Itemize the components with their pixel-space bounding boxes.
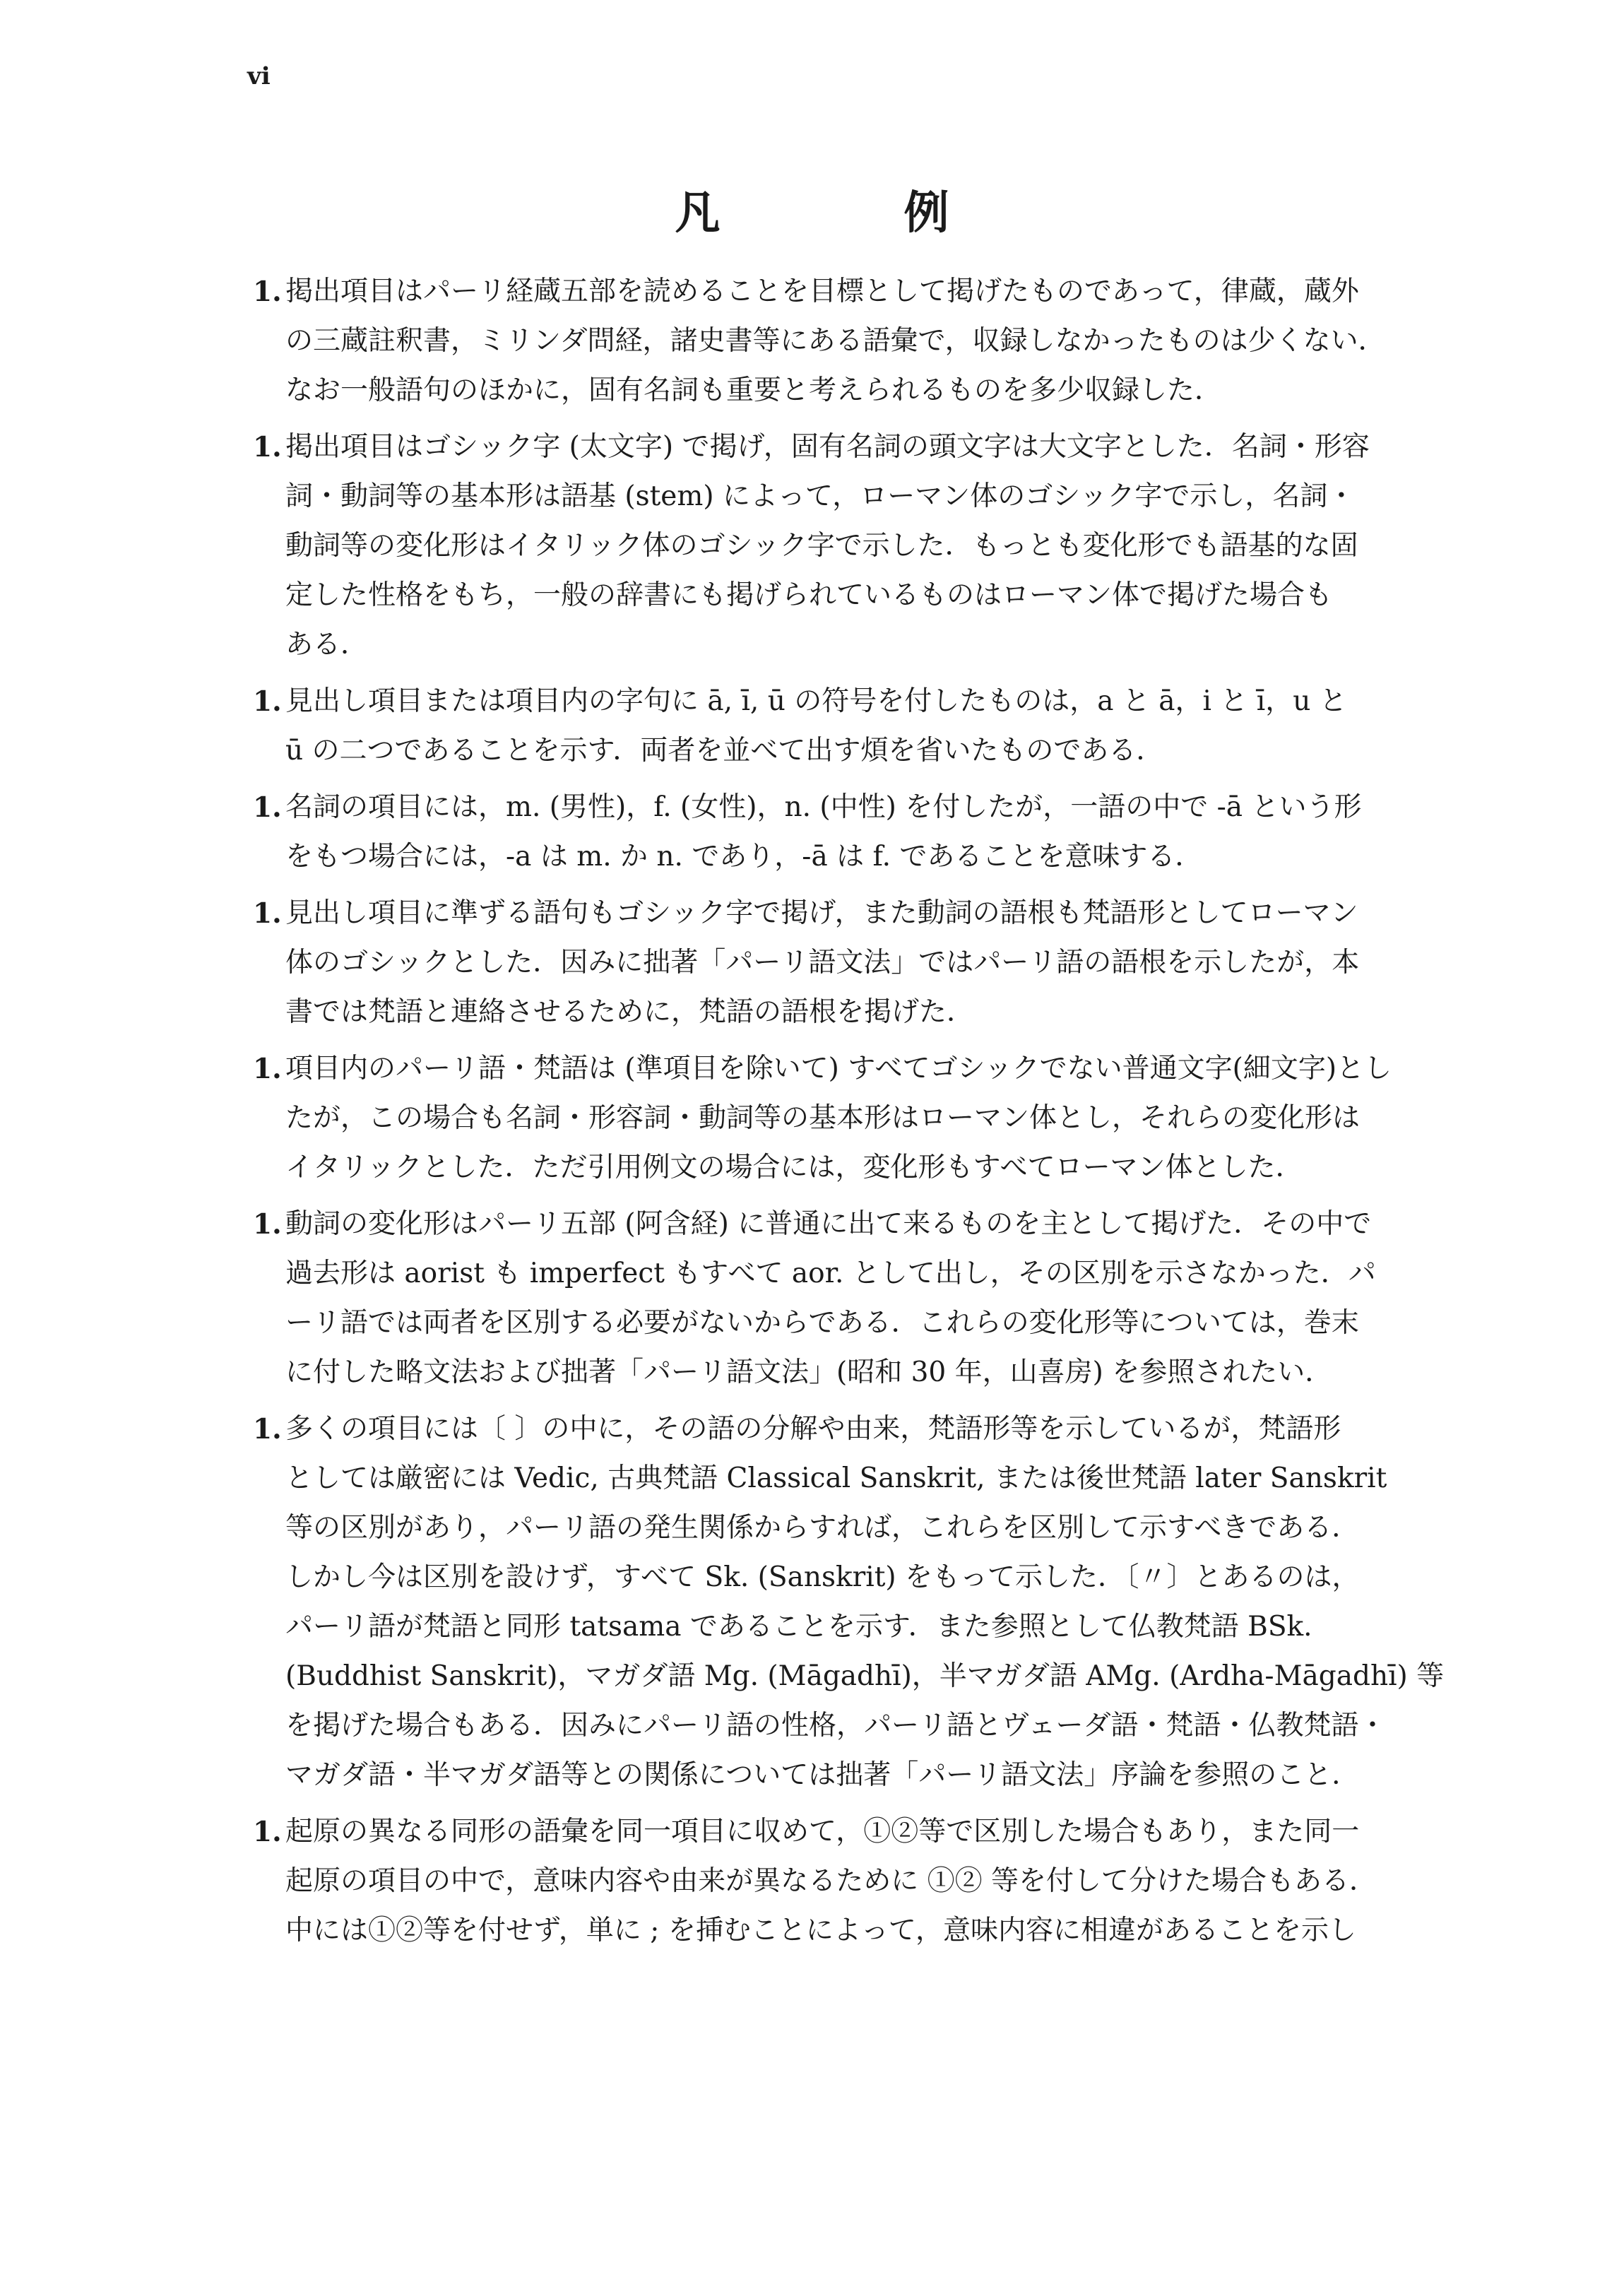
usage-notes-list xyxy=(253,267,1490,1963)
list-item xyxy=(253,1405,1490,1800)
page-title xyxy=(0,177,1624,242)
list-item xyxy=(253,1044,1490,1193)
item-text: 多くの項目には〔 〕の中に，その語の分解や由来，梵語形等を示しているが，梵語形 としては厳密には Vedic, 古典梵語 Classical Sanskrit, または後世梵語 later Sanskrit 等の区別があり，パーリ語の発生関係からすれば，これらを区別して示すべきである． しかし今は区別を設けず，すべて Sk. (Sanskrit) をもって示した．〔〃〕とあるのは， パーリ語が梵語と同形 tatsama であることを示す．また参照として仏教梵語 BSk. (Buddhist Sanskrit)，マガダ語 Mg. (Māgadhī)，半マガダ語 AMg. (Ardha-Māgadhī) 等 を掲げた場合もある．因みにパーリ語の性格，パーリ語とヴェーダ語・梵語・仏教梵語・ マガダ語・半マガダ語等との関係については拙著「パーリ語文法」序論を参照のこと． xyxy=(285,1413,1445,1791)
item-number: 1. xyxy=(253,791,282,824)
item-text: 掲出項目はパーリ経蔵五部を読めることを目標として掲げたものであって，律蔵，蔵外 の三蔵註釈書，ミリンダ問経，諸史書等にある語彙で，収録しなかったものは少くない． なお一般語句のほかに，固有名詞も重要と考えられるものを多少収録した． xyxy=(285,276,1386,406)
list-item xyxy=(253,267,1490,415)
item-text: 掲出項目はゴシック字 (太文字) で掲げ，固有名詞の頭文字は大文字とした．名詞・形容 詞・動詞等の基本形は語基 (stem) によって，ローマン体のゴシック字で示し，名詞・ 動詞等の変化形はイタリック体のゴシック字で示した．もっとも変化形でも語基的な固 定した性格をもち，一般の辞書にも掲げられているものはローマン体で掲げた場合も ある． xyxy=(285,431,1370,661)
page-number: vi xyxy=(247,62,271,90)
item-text: 動詞の変化形はパーリ五部 (阿含経) に普通に出て来るものを主として掲げた．その中で 過去形は aorist も imperfect もすべて aor. として出し，その区別を示さなかった．パ ーリ語では両者を区別する必要がないからである．これらの変化形等については，巻末 に付した略文法および拙著「パーリ語文法」(昭和 30 年，山喜房) を参照されたい． xyxy=(285,1208,1376,1388)
item-text: 見出し項目または項目内の字句に ā, ī, ū の符号を付したものは，a と ā，i と ī，u と ū の二つであることを示す．両者を並べて出す煩を省いたものである． xyxy=(285,685,1347,767)
item-number: 1. xyxy=(253,1208,282,1241)
item-number: 1. xyxy=(253,1413,282,1445)
item-number: 1. xyxy=(253,685,282,718)
list-item xyxy=(253,1200,1490,1397)
list-item xyxy=(253,889,1490,1037)
item-number: 1. xyxy=(253,276,282,308)
list-item xyxy=(253,677,1490,776)
title-char-1: 凡 xyxy=(675,187,721,240)
item-number: 1. xyxy=(253,1816,282,1848)
item-number: 1. xyxy=(253,431,282,463)
item-text: 見出し項目に準ずる語句もゴシック字で掲げ，また動詞の語根も梵語形としてローマン 体のゴシックとした．因みに拙著「パーリ語文法」ではパーリ語の語根を示したが，本 書では梵語と連絡させるために，梵語の語根を掲げた． xyxy=(285,897,1360,1028)
title-char-2: 例 xyxy=(903,187,949,240)
item-text: 項目内のパーリ語・梵語は (準項目を除いて) すべてゴシックでない普通文字(細文字)とし たが，この場合も名詞・形容詞・動詞等の基本形はローマン体とし，それらの変化形は イタリックとした．ただ引用例文の場合には，変化形もすべてローマン体とした． xyxy=(285,1053,1392,1183)
list-item xyxy=(253,783,1490,882)
item-text: 名詞の項目には，m. (男性)，f. (女性)，n. (中性) を付したが，一語の中で -ā という形 をもつ場合には，-a は m. か n. であり，-ā は f. であることを意味する． xyxy=(285,791,1362,873)
item-number: 1. xyxy=(253,1053,282,1085)
list-item xyxy=(253,1807,1490,1956)
list-item xyxy=(253,422,1490,670)
item-number: 1. xyxy=(253,897,282,930)
item-text: 起原の異なる同形の語彙を同一項目に収めて，①②等で区別した場合もあり，また同一 起原の項目の中で，意味内容や由来が異なるために ①② 等を付して分けた場合もある． 中には①②等を付せず，単に ; を挿むことによって，意味内容に相違があることを示し xyxy=(285,1816,1377,1946)
